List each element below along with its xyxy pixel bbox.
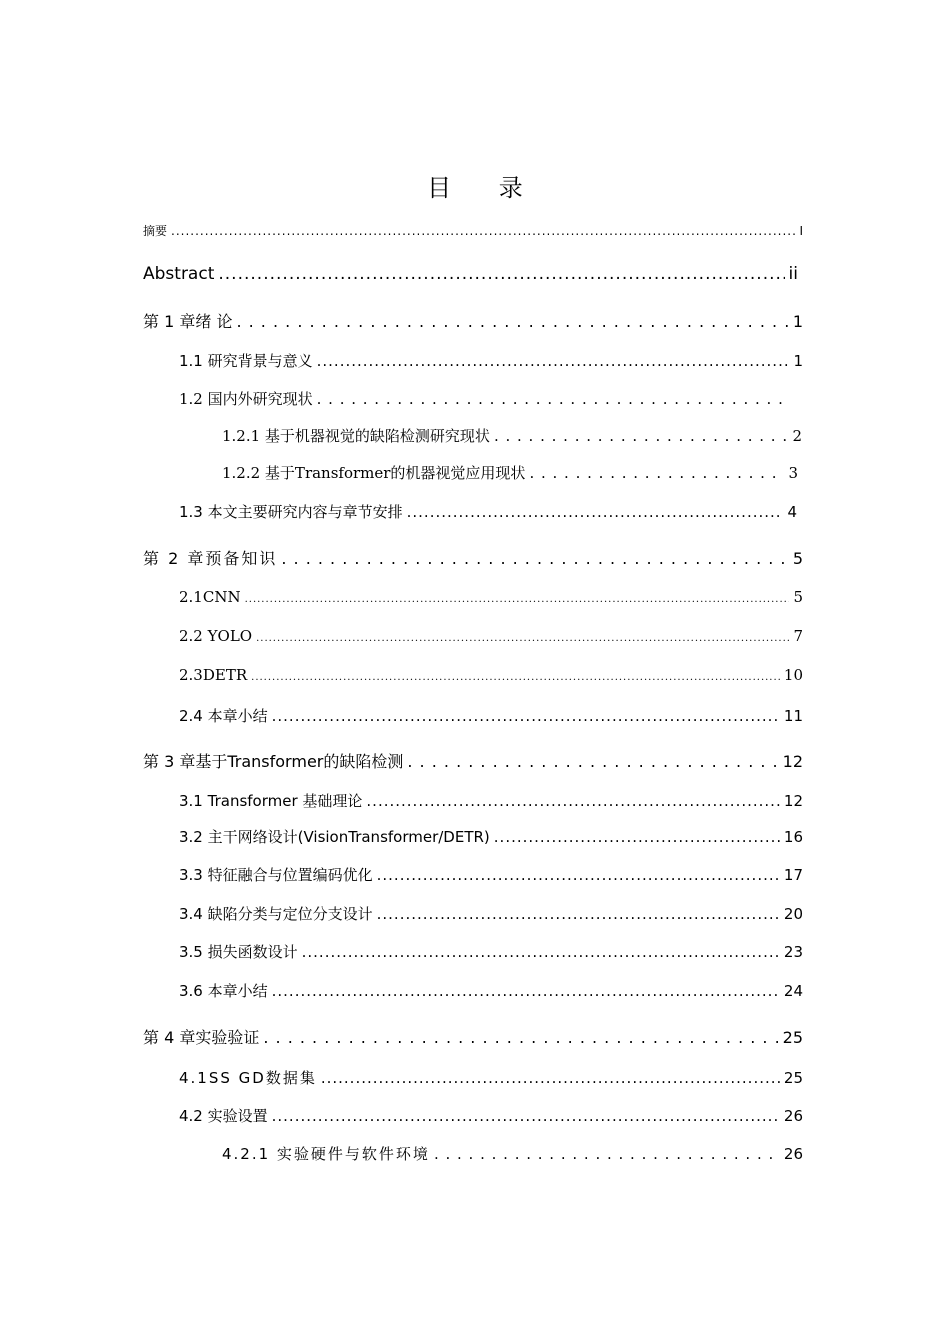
toc-entry-page: 12 bbox=[782, 752, 803, 771]
leader-dots bbox=[302, 943, 780, 961]
toc-entry-label: 1.2.2 基于Transformer的机器视觉应用现状 bbox=[222, 464, 526, 482]
toc-entry[interactable] bbox=[222, 1143, 803, 1164]
toc-entry[interactable] bbox=[179, 1067, 803, 1088]
toc-entry-page: 10 bbox=[783, 666, 803, 684]
toc-entry-page: 5 bbox=[793, 588, 803, 606]
toc-entry-label: 1.1 研究背景与意义 bbox=[179, 352, 313, 370]
leader-dots bbox=[377, 905, 780, 923]
toc-entry-label: 3.4 缺陷分类与定位分支设计 bbox=[179, 905, 373, 923]
toc-entry-label: 第 3 章基于Transformer的缺陷检测 bbox=[143, 752, 404, 771]
toc-entry-page: 25 bbox=[783, 1069, 803, 1087]
toc-entry[interactable] bbox=[179, 980, 803, 1001]
toc-entry[interactable] bbox=[179, 501, 797, 522]
leader-dots bbox=[236, 312, 788, 331]
toc-entry-page: 11 bbox=[783, 707, 803, 725]
toc-entry[interactable] bbox=[179, 627, 803, 645]
toc-title: 目 录 bbox=[427, 174, 543, 202]
toc-entry-label: 3.2 主干网络设计(VisionTransformer/DETR) bbox=[179, 828, 490, 846]
leader-dots bbox=[272, 1107, 780, 1125]
toc-entry-page: ii bbox=[788, 264, 798, 284]
toc-entry[interactable] bbox=[143, 1025, 803, 1048]
toc-entry-label: 1.3 本文主要研究内容与章节安排 bbox=[179, 503, 403, 521]
toc-entry-page: 23 bbox=[783, 943, 803, 961]
toc-entry[interactable] bbox=[179, 666, 803, 684]
leader-dots bbox=[272, 982, 780, 1000]
toc-entry-label: 摘要 bbox=[143, 224, 168, 238]
toc-entry-page: 1 bbox=[792, 312, 803, 331]
leader-dots bbox=[494, 427, 789, 445]
toc-entry-label: 4.2.1 实验硬件与软件环境 bbox=[222, 1145, 430, 1163]
toc-entry[interactable] bbox=[143, 222, 803, 239]
leader-dots bbox=[366, 792, 780, 810]
toc-entry-label: Abstract bbox=[143, 264, 215, 284]
toc-entry[interactable] bbox=[179, 388, 793, 409]
toc-entry-page: 20 bbox=[783, 905, 803, 923]
toc-entry-page: 5 bbox=[792, 549, 803, 568]
leader-dots bbox=[272, 707, 780, 725]
toc-entry-label: 3.6 本章小结 bbox=[179, 982, 268, 1000]
leader-dots bbox=[218, 264, 784, 284]
toc-entry[interactable] bbox=[179, 941, 803, 962]
leader-dots bbox=[251, 672, 780, 683]
toc-entry-label: 2.4 本章小结 bbox=[179, 707, 268, 725]
leader-dots bbox=[245, 594, 790, 605]
toc-entry[interactable] bbox=[179, 790, 803, 811]
toc-entry-label: 第 4 章实验验证 bbox=[143, 1028, 260, 1047]
leader-dots bbox=[377, 866, 780, 884]
toc-entry[interactable] bbox=[143, 309, 803, 332]
leader-dots bbox=[317, 390, 789, 408]
toc-entry-page: 17 bbox=[783, 866, 803, 884]
leader-dots bbox=[434, 1145, 780, 1163]
toc-entry-label: 2.2 YOLO bbox=[179, 627, 253, 645]
leader-dots bbox=[321, 1069, 780, 1087]
toc-entry-label: 4.1SS GD数据集 bbox=[179, 1069, 317, 1087]
toc-entry-label: 4.2 实验设置 bbox=[179, 1107, 268, 1125]
toc-entry[interactable] bbox=[179, 1105, 803, 1126]
toc-entry-label: 2.3DETR bbox=[179, 666, 248, 684]
leader-dots bbox=[281, 549, 788, 568]
toc-entry-page: 26 bbox=[783, 1145, 803, 1163]
leader-dots bbox=[407, 752, 778, 771]
toc-entry-label: 1.2.1 基于机器视觉的缺陷检测研究现状 bbox=[222, 427, 490, 445]
toc-entry-label: 1.2 国内外研究现状 bbox=[179, 390, 313, 408]
toc-entry-page: 16 bbox=[783, 828, 803, 846]
toc-entry-label: 2.1CNN bbox=[179, 588, 241, 606]
toc-entry[interactable] bbox=[143, 264, 798, 284]
toc-entry[interactable] bbox=[179, 705, 803, 726]
toc-entry[interactable] bbox=[179, 903, 803, 924]
toc-entry[interactable] bbox=[179, 588, 803, 606]
leader-dots bbox=[529, 464, 784, 482]
leader-dots bbox=[256, 633, 789, 644]
leader-dots bbox=[171, 224, 795, 238]
toc-entry[interactable] bbox=[179, 864, 803, 885]
toc-entry[interactable] bbox=[179, 350, 803, 371]
toc-entry-page: 26 bbox=[783, 1107, 803, 1125]
toc-entry-label: 3.1 Transformer 基础理论 bbox=[179, 792, 363, 810]
toc-entry[interactable] bbox=[143, 546, 803, 569]
leader-dots bbox=[263, 1028, 778, 1047]
leader-dots bbox=[317, 352, 790, 370]
toc-entry-label: 第 1 章绪 论 bbox=[143, 312, 233, 331]
toc-entry-page: 25 bbox=[782, 1028, 803, 1047]
toc-entry[interactable] bbox=[222, 462, 798, 483]
toc-entry[interactable] bbox=[222, 425, 802, 446]
toc-entry-page: 2 bbox=[792, 427, 802, 445]
toc-entry-page: 1 bbox=[793, 352, 803, 370]
toc-entry-page: 4 bbox=[787, 503, 797, 521]
toc-entry-label: 第 2 章预备知识 bbox=[143, 549, 278, 568]
leader-dots bbox=[494, 828, 780, 846]
toc-entry-page: 3 bbox=[788, 464, 798, 482]
leader-dots bbox=[407, 503, 784, 521]
toc-entry[interactable] bbox=[143, 749, 803, 772]
toc-entry-page: I bbox=[799, 224, 803, 238]
toc-entry-page: 12 bbox=[783, 792, 803, 810]
toc-entry-page: 24 bbox=[783, 982, 803, 1000]
toc-entry-page: 7 bbox=[793, 627, 803, 645]
toc-entry-label: 3.3 特征融合与位置编码优化 bbox=[179, 866, 373, 884]
toc-entry[interactable] bbox=[179, 826, 803, 847]
toc-entry-label: 3.5 损失函数设计 bbox=[179, 943, 298, 961]
